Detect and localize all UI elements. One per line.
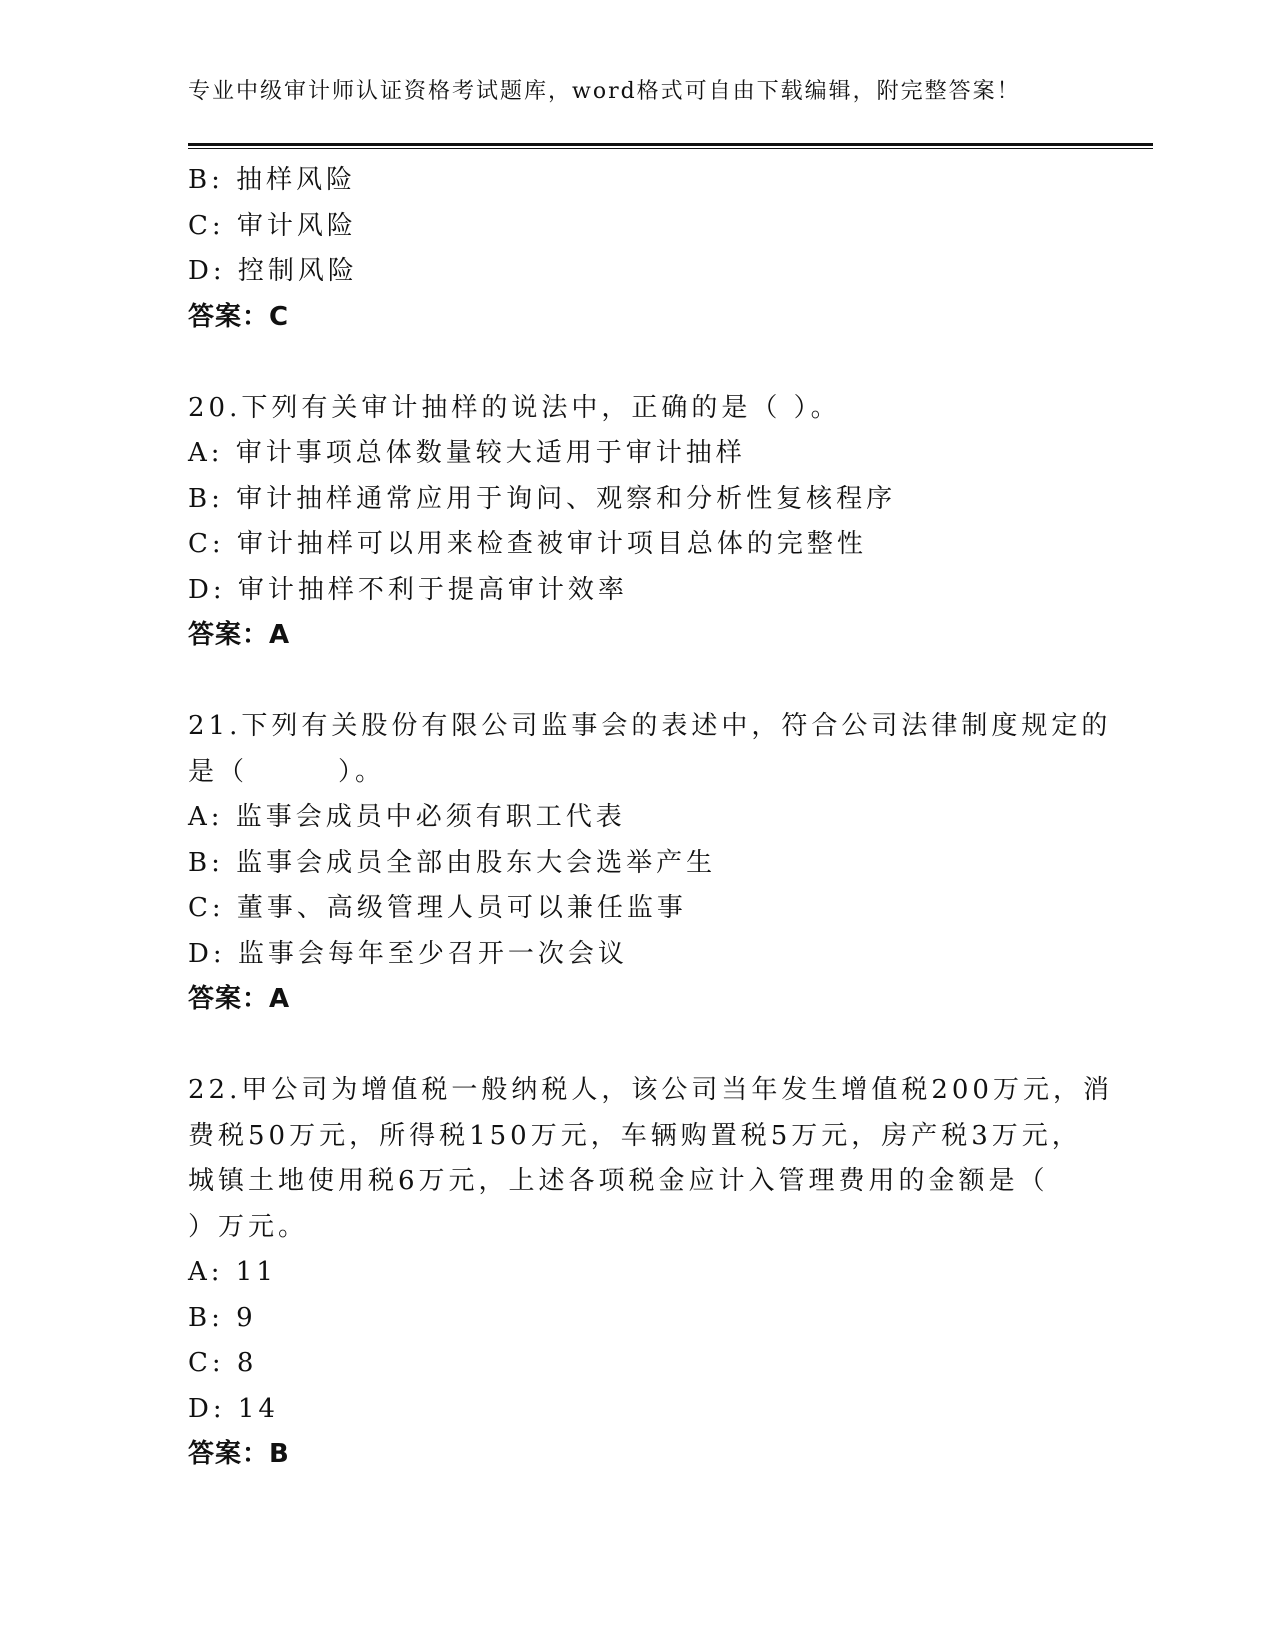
- option-c: C: 审计抽样可以用来检查被审计项目总体的完整性: [188, 529, 867, 559]
- header-rule-thin: [188, 148, 1153, 149]
- option-b: B: 审计抽样通常应用于询问、观察和分析性复核程序: [188, 483, 897, 514]
- question-text: 22.甲公司为增值税一般纳税人，该公司当年发生增值税200万元，消: [188, 1075, 1113, 1105]
- spacer: [188, 659, 1088, 705]
- option-c: C: 董事、高级管理人员可以兼任监事: [188, 893, 687, 923]
- question-text: 21.下列有关股份有限公司监事会的表述中，符合公司法律制度规定的: [188, 711, 1112, 741]
- question-text: 20.下列有关审计抽样的说法中，正确的是（ ）。: [188, 392, 841, 423]
- question-text: 城镇土地使用税6万元，上述各项税金应计入管理费用的金额是（: [188, 1166, 1049, 1196]
- option-c: C: 审计风险: [188, 210, 357, 241]
- question-block: [188, 158, 1088, 340]
- option-a: A: 监事会成员中必须有职工代表: [188, 802, 626, 832]
- answer-label: 答案：A: [188, 984, 291, 1014]
- question-text: ）万元。: [188, 1211, 309, 1242]
- answer-label: 答案：C: [188, 301, 290, 332]
- option-d: D: 控制风险: [188, 256, 358, 286]
- question-block: [188, 1068, 1113, 1478]
- page-header: 专业中级审计师认证资格考试题库，word格式可自由下载编辑，附完整答案！: [188, 79, 1021, 104]
- question-text: 费税50万元，所得税150万元，车辆购置税5万元，房产税3万元，: [188, 1120, 1082, 1151]
- option-d: D: 审计抽样不利于提高审计效率: [188, 574, 628, 605]
- question-text: 是（ ）。: [188, 756, 386, 787]
- option-b: B: 抽样风险: [188, 165, 357, 195]
- answer-label: 答案：A: [188, 620, 291, 650]
- option-d: D: 14: [188, 1393, 279, 1424]
- option-a: A: 11: [188, 1257, 277, 1287]
- option-b: B: 监事会成员全部由股东大会选举产生: [188, 847, 717, 878]
- option-d: D: 监事会每年至少召开一次会议: [188, 938, 628, 969]
- option-a: A: 审计事项总体数量较大适用于审计抽样: [188, 438, 746, 468]
- spacer: [188, 340, 1088, 386]
- question-block: [188, 386, 1088, 659]
- header-rule-thick: [188, 143, 1153, 146]
- answer-label: 答案：B: [188, 1439, 290, 1469]
- question-block: [188, 704, 1112, 1023]
- spacer: [188, 1023, 1088, 1069]
- question-list: [188, 158, 1113, 1478]
- option-b: B: 9: [188, 1302, 257, 1333]
- option-c: C: 8: [188, 1348, 258, 1378]
